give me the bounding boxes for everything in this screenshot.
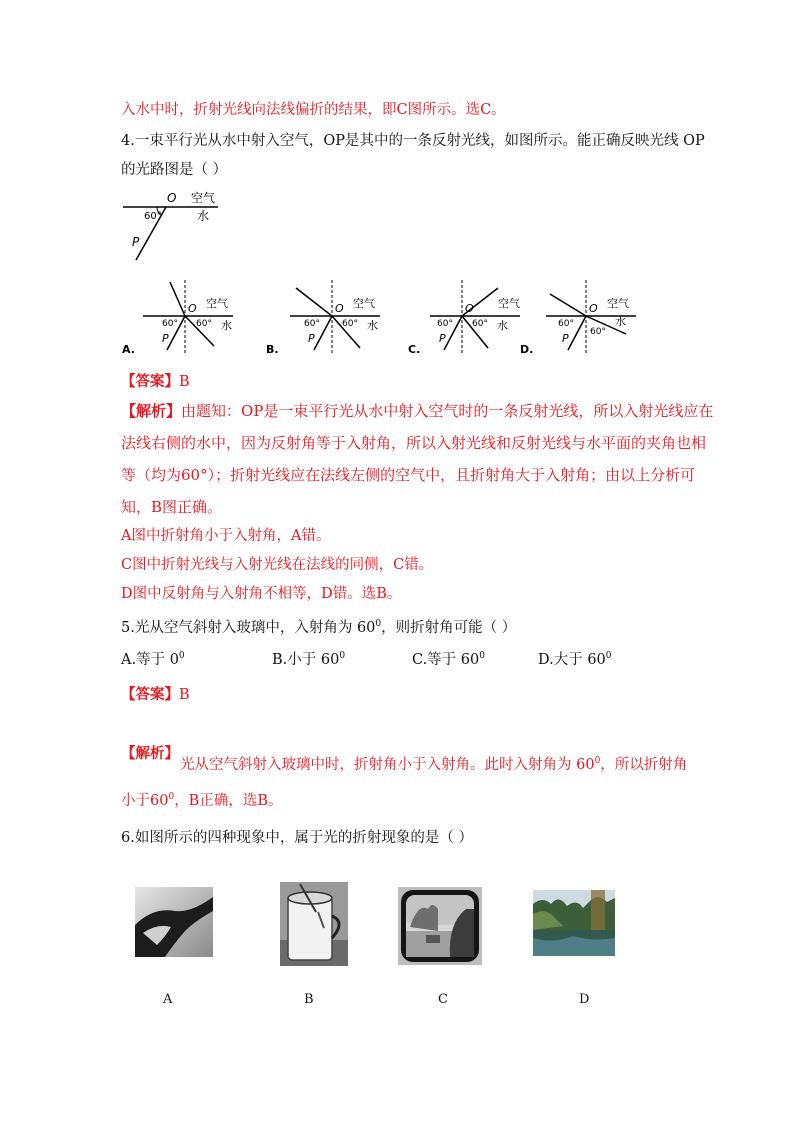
explanation-4-line-3: 等（均为60°）；折射光线应在法线左侧的空气中，且折射角大于入射角；由以上分析可 <box>121 466 696 484</box>
cup-straw-photo <box>280 882 348 966</box>
car-mirror-photo <box>398 887 482 965</box>
option-b-label: B. <box>266 343 279 356</box>
svg-text:空气: 空气 <box>353 297 375 310</box>
ray-p-label: P <box>132 235 140 249</box>
hand-shadow-photo <box>135 887 213 957</box>
svg-text:60°: 60° <box>558 319 574 329</box>
explanation-4-line-2: 法线右侧的水中，因为反射角等于入射角，所以入射光线和反射光线与水平面的夹角也相 <box>121 434 707 452</box>
question-6: 6.如图所示的四种现象中，属于光的折射现象的是（ ） <box>121 830 473 846</box>
svg-text:60°: 60° <box>304 319 320 329</box>
svg-text:P: P <box>439 332 446 345</box>
explanation-4-line-4: 知，B图正确。 <box>121 498 223 516</box>
q5-option-c: C.等于 $60^0$ <box>412 651 485 668</box>
explanation-5-line-1: 光从空气斜射入玻璃中时，折射角小于入射角。此时入射角为 $60^0$，所以折射角 <box>180 756 688 773</box>
svg-text:水: 水 <box>221 319 232 332</box>
answer-5: 【答案】B <box>121 686 190 703</box>
prev-explanation-line: 入水中时，折射光线向法线偏折的结果，即C图所示。选C。 <box>121 102 506 118</box>
point-o-label: O <box>167 191 177 205</box>
svg-text:60°: 60° <box>196 319 212 329</box>
q5-option-d: D.大于 $60^0$ <box>538 651 612 668</box>
option-d-label: D. <box>520 343 534 356</box>
air-label: 空气 <box>191 191 216 205</box>
svg-text:O: O <box>188 302 197 315</box>
answer-4 <box>121 372 190 392</box>
option-c-diagram <box>404 276 532 358</box>
svg-text:60°: 60° <box>590 327 606 337</box>
answer-4-value: B <box>179 374 190 390</box>
explanation-4-line-7: D图中反射角与入射角不相等，D错。选B。 <box>121 586 402 602</box>
question-4-diagram <box>121 190 231 262</box>
svg-text:空气: 空气 <box>607 297 629 310</box>
answer-4-tag: 【答案】 <box>121 373 179 390</box>
question-4-line-2: 的光路图是（ ） <box>121 162 228 178</box>
lake-reflection-photo <box>533 890 615 956</box>
svg-text:60°: 60° <box>342 319 358 329</box>
explanation-5-tag: 【解析】 <box>121 745 179 762</box>
svg-text:水: 水 <box>367 319 378 332</box>
svg-text:水: 水 <box>497 319 508 332</box>
svg-text:水: 水 <box>615 315 626 328</box>
photo-label-b: B <box>304 992 314 1007</box>
svg-text:空气: 空气 <box>498 297 520 310</box>
angle-label: 60° <box>144 211 162 222</box>
option-d-diagram <box>514 276 642 358</box>
svg-text:60°: 60° <box>472 319 488 329</box>
explanation-4-tag: 【解析】 <box>121 402 182 420</box>
photo-label-a: A <box>163 992 173 1007</box>
svg-text:P: P <box>308 332 315 345</box>
explanation-4-line-6: C图中折射光线与入射光线在法线的同侧，C错。 <box>121 557 434 573</box>
svg-text:60°: 60° <box>162 319 178 329</box>
svg-text:O: O <box>335 302 344 315</box>
svg-text:60°: 60° <box>437 319 453 329</box>
svg-text:P: P <box>562 332 569 345</box>
explanation-5-line-2: 小于$60^0$，B正确，选B。 <box>121 792 283 809</box>
option-b-diagram <box>262 276 390 358</box>
svg-text:P: P <box>162 332 169 345</box>
explanation-4-line-5: A图中折射角小于入射角，A错。 <box>121 528 331 544</box>
q5-option-a: A.等于 $0^0$ <box>121 651 185 668</box>
option-a-diagram <box>118 276 246 358</box>
photo-label-d: D <box>579 992 590 1007</box>
photo-label-c: C <box>438 992 448 1007</box>
svg-text:空气: 空气 <box>206 297 228 310</box>
q5-option-b: B.小于 $60^0$ <box>272 651 346 668</box>
water-label: 水 <box>197 209 210 223</box>
option-c-label: C. <box>408 343 421 356</box>
explanation-4-line-1: 【解析】由题知：OP是一束平行光从水中射入空气时的一条反射光线，所以入射光线应在 <box>121 402 714 420</box>
svg-text:O: O <box>589 302 598 315</box>
question-5: 5.光从空气斜射入玻璃中，入射角为 $60^0$，则折射角可能（ ） <box>121 619 517 636</box>
svg-text:O: O <box>465 302 474 315</box>
option-a-label: A. <box>122 343 135 356</box>
question-4-line-1: 4.一束平行光从水中射入空气，OP是其中的一条反射光线，如图所示。能正确反映光线 OP <box>121 133 705 149</box>
